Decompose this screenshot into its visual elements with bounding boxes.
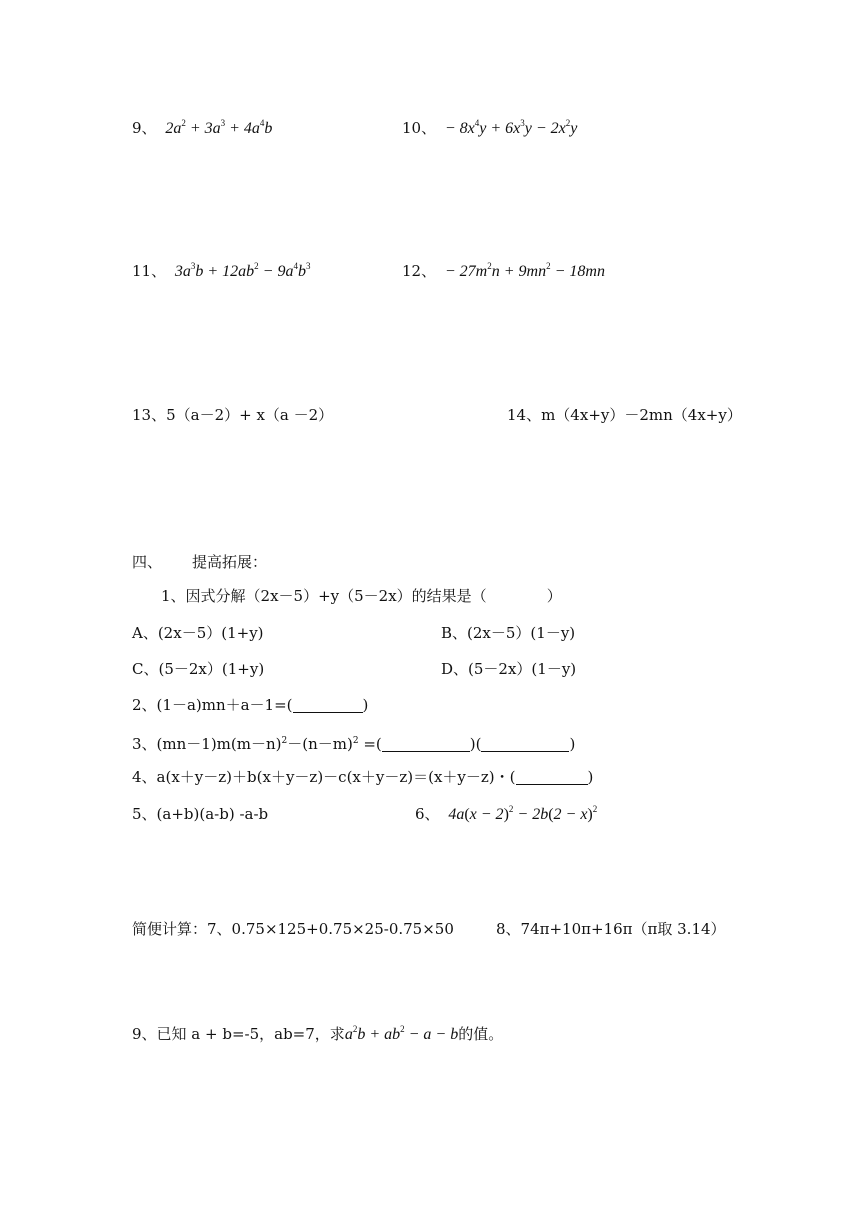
question-3-text: 3、(mn－1)m(m－n) [132, 735, 282, 753]
question-5: 5、(a+b)(a-b) -a-b [132, 805, 269, 823]
problem-13: 13、5（a－2）+ x（a －2） [132, 406, 334, 424]
question-9-known [132, 1024, 503, 1045]
question-2-close: ) [362, 696, 369, 714]
question-4-blank [516, 769, 588, 785]
problem-10 [402, 118, 577, 139]
question-3-close: ) [569, 735, 576, 753]
question-6 [415, 804, 597, 825]
question-3-blank-2 [481, 736, 569, 752]
question-3-mid: －(n－m) [287, 735, 353, 753]
question-2-text: 2、(1－a)mn＋a－1=( [132, 696, 293, 714]
question-3-eq: =( [358, 735, 382, 753]
question-3 [132, 731, 575, 754]
problem-10-expression: − $8x^4y + 6x^3y - 2x^2y$ [440, 118, 578, 137]
question-7: 简便计算：7、0.75×125+0.75×25-0.75×50 [132, 920, 454, 938]
question-4-close: ) [587, 768, 594, 786]
question-9-suffix: 的值。 [458, 1025, 504, 1043]
question-4 [132, 767, 593, 787]
section-heading: 四、 [132, 553, 163, 571]
problem-9-expression: $2a^2 + 3a^3 + 4a^4b$ [161, 118, 273, 137]
question-9-prefix: 9、已知 a + b=-5，ab=7，求 [132, 1025, 345, 1043]
question-2 [132, 695, 368, 715]
question-4-text: 4、a(x＋y－z)＋b(x＋y－z)－c(x＋y－z)＝(x＋y－z)・( [132, 768, 516, 786]
problem-12-number: 12、 [402, 262, 437, 280]
problem-14: 14、m（4x+y）－2mn（4x+y） [507, 406, 742, 424]
problem-12 [402, 261, 605, 282]
option-a: A、(2x－5）(1+y) [132, 624, 264, 642]
question-6-number: 6、 [415, 805, 440, 823]
option-d: D、(5－2x）(1－y) [441, 660, 577, 678]
section-title: 提高拓展： [192, 553, 268, 571]
question-3-blank-1 [382, 736, 470, 752]
question-6-expression: $4a(x - 2)^2 - 2b(2 - x)^2$ [444, 804, 598, 823]
question-1 [161, 586, 562, 606]
problem-9 [132, 118, 272, 139]
problem-11-number: 11、 [132, 262, 167, 280]
question-1-stem: 1、因式分解（2x－5）+y（5－2x）的结果是（ [161, 587, 487, 605]
question-3-exp2: 2 [352, 736, 359, 746]
question-9-expression: $a^2b + ab^2 - a - b$ [344, 1024, 459, 1043]
problem-11 [132, 261, 310, 282]
problem-11-expression: $3a^3b + 12ab^2 - 9a^4b^3$ [170, 261, 311, 280]
problem-10-number: 10、 [402, 119, 437, 137]
problem-12-expression: − $27m^2n + 9mn^2 - 18mn$ [440, 261, 605, 280]
question-8: 8、74π+10π+16π（π取 3.14） [496, 920, 726, 938]
option-b: B、(2x－5）(1－y) [441, 624, 576, 642]
question-3-exp: 2 [281, 736, 288, 746]
problem-9-number: 9、 [132, 119, 157, 137]
option-c: C、(5－2x）(1+y) [132, 660, 265, 678]
question-3-mid2: )( [469, 735, 482, 753]
question-2-blank [293, 697, 363, 713]
question-1-close: ） [546, 587, 562, 605]
